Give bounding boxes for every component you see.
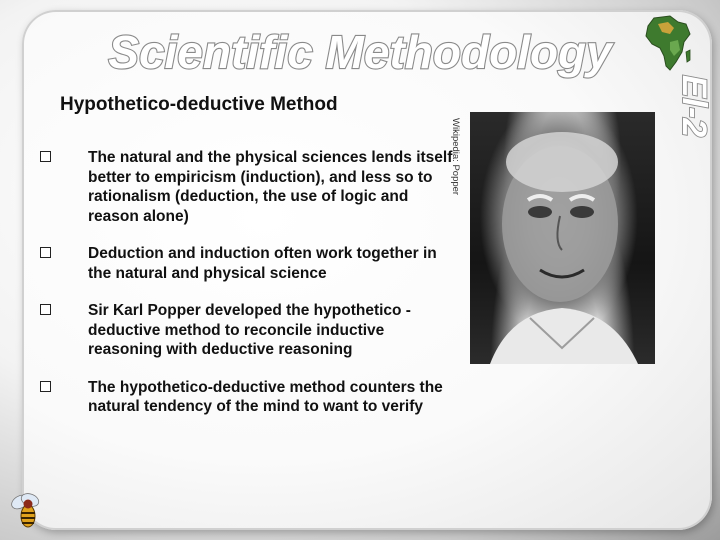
bullet-item (40, 148, 460, 226)
bullet-item (40, 244, 460, 283)
checkbox-bullet-icon (40, 247, 51, 258)
slide-heading: Hypothetico-deductive Method (60, 94, 338, 115)
portrait-photo (470, 112, 655, 364)
slide-id-label (655, 68, 715, 144)
bee-mascot-icon (6, 488, 50, 532)
slide-id-text: El-2 (675, 74, 713, 138)
checkbox-bullet-icon (40, 151, 51, 162)
bullet-text: The hypothetico-deductive method counters the natural tendency of the mind to want to verify (88, 378, 443, 415)
deck-title-text: Scientific Methodology (108, 26, 612, 78)
bullet-text: The natural and the physical sciences lends itself better to empiricism (induction), and less so to rationalism (deduction, the use of logic and reason alone) (88, 149, 453, 225)
bullet-list (40, 148, 460, 435)
africa-map-icon (640, 12, 696, 74)
image-credit-text: Wikipedia: Popper (450, 118, 461, 196)
checkbox-bullet-icon (40, 381, 51, 392)
bullet-item (40, 301, 460, 360)
deck-title (100, 18, 620, 88)
bullet-text: Deduction and induction often work together in the natural and physical science (88, 245, 437, 282)
image-credit (447, 118, 465, 238)
checkbox-bullet-icon (40, 304, 51, 315)
bullet-text: Sir Karl Popper developed the hypothetico -deductive method to reconcile inductive reasoning with deductive reasoning (88, 302, 411, 358)
bullet-item (40, 378, 460, 417)
